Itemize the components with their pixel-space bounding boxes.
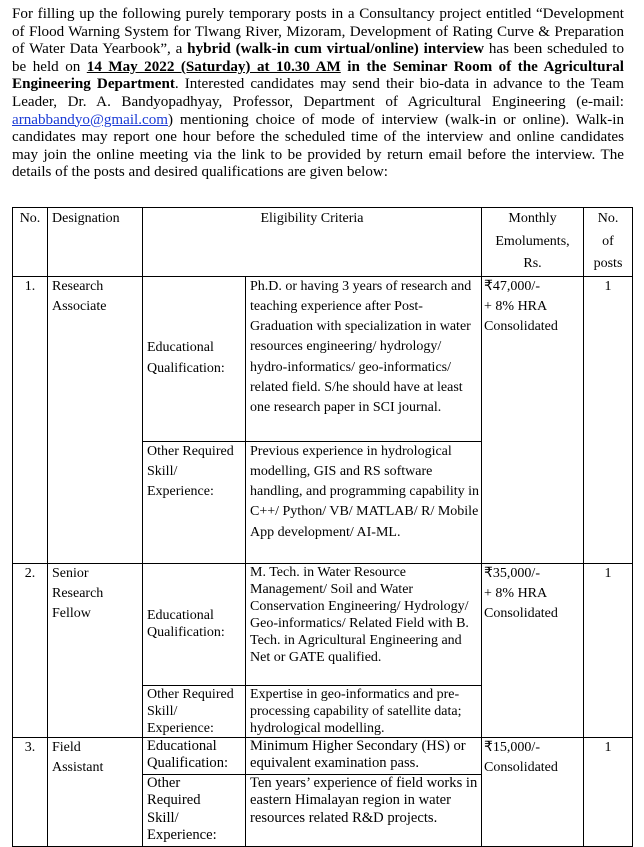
row-posts: 1 (584, 276, 633, 563)
header-emoluments-1: Monthly (508, 211, 557, 226)
header-emoluments-2: Emoluments, (495, 233, 570, 249)
edu-label (143, 563, 246, 685)
table-header-row (13, 208, 633, 277)
row-salary (482, 276, 584, 563)
intro-text-3: . Interested candidates may send their bio-data in advance to the Team Leader, Dr. A. Bandyopadhyay, Professor, Department of Agricultural Engineering (e-mail: (12, 76, 624, 110)
designation-line: Fellow (52, 606, 91, 622)
email-link[interactable]: arnabbandyo@gmail.com (12, 111, 168, 128)
other-label-line: Skill/ (147, 463, 178, 479)
header-criteria: Eligibility Criteria (143, 208, 482, 277)
intro-text-4: ) mentioning choice of mode of interview (walk-in or online). Walk-in candidates may report one hour before the scheduled time of the interview and online candidates may join the online meeting via the link to be provided by return email before the interview. The details of the posts and desired qualifications are given below: (12, 111, 624, 181)
posts-table (12, 207, 633, 847)
edu-criteria: Ph.D. or having 3 years of research and teaching experience after Post-Graduation with specialization in water resources engineering/ hydrology/ hydro-informatics/ geo-informatics/ related field. S/he should have at least one research paper in SCI journal. (246, 276, 482, 441)
designation-line: Senior (52, 565, 89, 581)
other-label-line: Experience: (147, 827, 217, 843)
salary-line: ₹15,000/- (484, 739, 540, 755)
header-posts (584, 208, 633, 277)
header-designation: Designation (48, 208, 143, 277)
designation-line: Associate (52, 298, 107, 314)
table-row (13, 563, 633, 685)
other-label (143, 441, 246, 563)
other-label-line: Skill/ (147, 809, 179, 826)
designation-line: Research (52, 585, 104, 601)
interview-date: 14 May 2022 (Saturday) at 10.30 AM (86, 58, 341, 75)
edu-label (143, 276, 246, 441)
salary-line: ₹47,000/- (484, 278, 540, 294)
row-posts: 1 (584, 737, 633, 846)
header-emoluments-3: Rs. (523, 256, 542, 271)
header-posts-2: of (602, 233, 614, 249)
row-no: 2. (13, 563, 48, 737)
row-no: 1. (13, 276, 48, 563)
other-criteria: Expertise in geo-informatics and pre-processing capability of satellite data; hydrological modelling. (246, 685, 482, 737)
other-label-line: Experience: (147, 484, 214, 500)
other-label-line: Other (147, 774, 181, 791)
intro-text-2: has been scheduled to be held on (12, 41, 624, 75)
other-label-line: Experience: (147, 720, 214, 736)
salary-line: + 8% HRA (484, 585, 548, 601)
salary-line: Consolidated (484, 606, 558, 622)
other-criteria: Previous experience in hydrological modelling, GIS and RS software handling, and programming capability in C++/ Python/ VB/ MATLAB/ R/ Mobile App development/ AI-ML. (246, 441, 482, 563)
salary-line: ₹35,000/- (484, 565, 540, 581)
intro-text-1: For filling up the following purely temporary posts in a Consultancy project entitled “Development of Flood Warning System for Tlwang River, Mizoram, Development of Rating Curve & Preparation of Water Data Yearbook”, a (12, 6, 624, 58)
edu-label-line: Educational (147, 737, 217, 754)
salary-line: Consolidated (484, 319, 558, 335)
edu-label-line: Educational (147, 608, 214, 623)
row-salary (482, 563, 584, 737)
header-emoluments (482, 208, 584, 277)
other-label-line: Other Required (147, 686, 234, 702)
row-designation (48, 737, 143, 846)
edu-criteria: Minimum Higher Secondary (HS) or equivalent examination pass. (246, 737, 482, 774)
other-label-line: Other Required (147, 443, 234, 459)
interview-mode: hybrid (walk-in cum virtual/online) interview (187, 41, 485, 58)
other-label-line: Required (147, 792, 201, 808)
designation-line: Research (52, 278, 104, 294)
row-no: 3. (13, 737, 48, 846)
edu-label (143, 737, 246, 774)
table-row (13, 737, 633, 774)
edu-criteria: M. Tech. in Water Resource Management/ Soil and Water Conservation Engineering/ Hydrology/ Geo-informatics/ Related Field with B. Tech. in Agricultural Engineering and Net or GATE qualified. (246, 563, 482, 685)
row-salary (482, 737, 584, 846)
other-label-line: Skill/ (147, 703, 178, 719)
designation-line: Assistant (52, 759, 104, 775)
edu-label-line: Qualification: (147, 625, 225, 640)
row-posts: 1 (584, 563, 633, 737)
row-designation (48, 563, 143, 737)
row-designation (48, 276, 143, 563)
header-posts-1: No. (597, 211, 619, 226)
salary-line: + 8% HRA (484, 298, 548, 314)
header-posts-3: posts (593, 256, 623, 271)
salary-line: Consolidated (484, 759, 558, 775)
other-criteria: Ten years’ experience of field works in eastern Himalayan region in water resources related R&D projects. (246, 774, 482, 846)
edu-label-line: Educational (147, 340, 214, 356)
edu-label-line: Qualification: (147, 754, 229, 771)
designation-line: Field (52, 739, 81, 755)
other-label (143, 774, 246, 846)
header-no: No. (13, 208, 48, 277)
other-label (143, 685, 246, 737)
table-row (13, 276, 633, 441)
edu-label-line: Qualification: (147, 360, 225, 376)
intro-paragraph (12, 6, 624, 182)
interview-venue: in the Seminar Room of the Agricultural Engineering Department (12, 58, 625, 93)
